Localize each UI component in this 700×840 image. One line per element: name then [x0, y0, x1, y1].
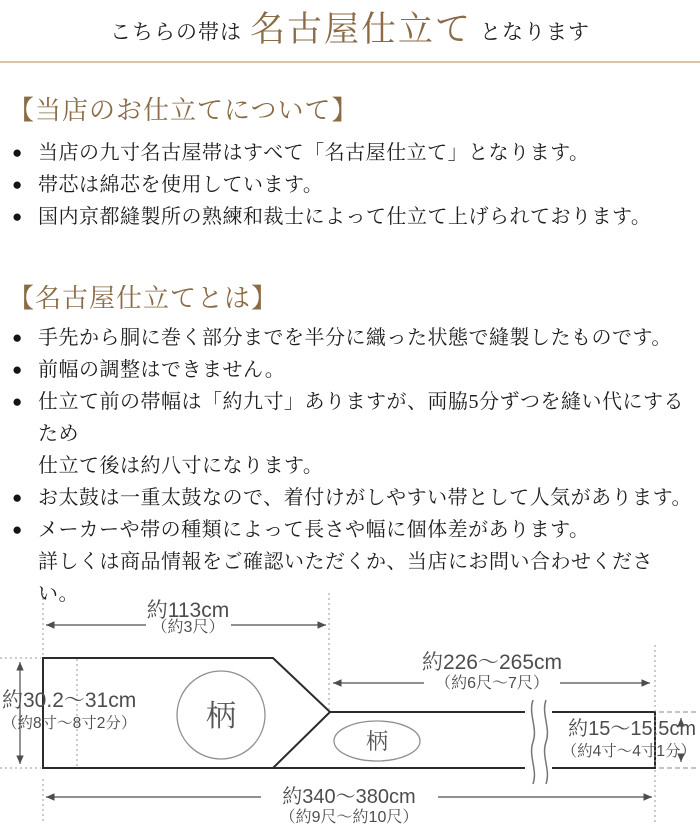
nagoya-explanation-list: [12, 322, 692, 610]
pattern-label-large: 柄: [206, 700, 236, 733]
dim-label-taiko-shaku: （約6尺〜7尺）: [435, 675, 549, 692]
list-item-text: 国内京都縫製所の熟練和裁士によって仕立て上げられております。: [38, 206, 652, 228]
list-item-text: 手先から胴に巻く部分までを半分に織った状態で縫製したものです。: [38, 327, 672, 349]
list-item: [12, 322, 692, 354]
list-item-text: 帯芯は綿芯を使用しています。: [38, 174, 324, 196]
break-gap: [525, 701, 552, 779]
bullet-icon: ●: [12, 520, 23, 539]
pattern-label-small: 柄: [365, 729, 389, 754]
list-item-text: 前幅の調整はできません。: [38, 359, 286, 381]
list-item: [12, 137, 692, 169]
dim-label-width-left-sun: （約8寸〜8寸2分）: [2, 715, 137, 732]
dim-label-taiko-cm: 約226〜265cm: [421, 651, 563, 674]
dim-label-tesaki-shaku: （約3尺）: [151, 619, 225, 636]
bullet-icon: ●: [12, 488, 23, 507]
about-tailoring-list: [12, 137, 692, 233]
bullet-icon: ●: [12, 328, 23, 347]
page-title: [0, 0, 700, 63]
title-prefix: こちらの帯は: [109, 20, 242, 44]
dim-label-width-right-sun: （約4寸〜4寸1分）: [561, 743, 696, 760]
list-item: [12, 386, 692, 482]
list-item-text-line2: 詳しくは商品情報をご確認いただくか、当店にお問い合わせください。: [38, 551, 653, 605]
bullet-icon: ●: [12, 207, 23, 226]
dim-label-width-right-cm: 約15〜15.5cm: [568, 718, 696, 740]
bullet-icon: ●: [12, 360, 23, 379]
list-item: [12, 201, 692, 233]
dim-label-total-cm: 約340〜380cm: [282, 786, 416, 808]
list-item-text: メーカーや帯の種類によって長さや幅に個体差があります。: [38, 519, 590, 541]
obi-dimensions-diagram: [0, 585, 700, 840]
section-heading-what-is-nagoya: 【名古屋仕立てとは】: [8, 284, 279, 313]
bullet-icon: ●: [12, 392, 23, 411]
list-item: [12, 354, 692, 386]
list-item-text: お太鼓は一重太鼓なので、着付けがしやすい帯として人気があります。: [38, 487, 692, 509]
section-heading-about-tailoring: 【当店のお仕立てについて】: [8, 96, 359, 125]
dim-label-total-shaku: （約9尺〜約10尺）: [279, 809, 419, 826]
dim-label-width-left-cm: 約30.2〜31cm: [2, 689, 137, 712]
bullet-icon: ●: [12, 143, 23, 162]
list-item: [12, 169, 692, 201]
list-item: [12, 482, 692, 514]
title-emphasis: 名古屋仕立て: [249, 10, 472, 49]
dim-label-tesaki-cm: 約113cm: [146, 599, 230, 622]
list-item-text: 仕立て前の帯幅は「約九寸」ありますが、両脇5分ずつを縫い代にするため: [38, 391, 684, 445]
list-item-text-line2: 仕立て後は約八寸になります。: [38, 455, 324, 477]
list-item-text: 当店の九寸名古屋帯はすべて「名古屋仕立て」となります。: [38, 142, 590, 164]
title-suffix: となります: [480, 20, 590, 44]
bullet-icon: ●: [12, 175, 23, 194]
